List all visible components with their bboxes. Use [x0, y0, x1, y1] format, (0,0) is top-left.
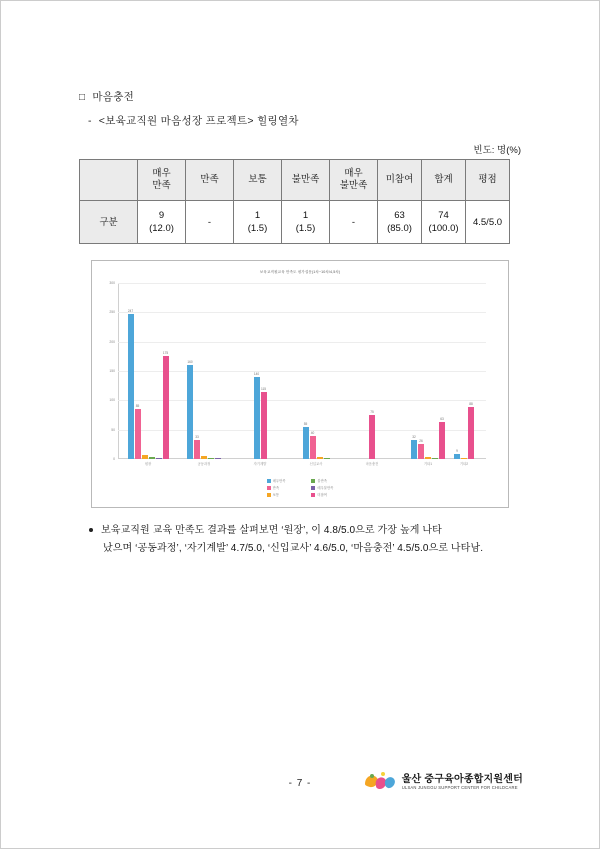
satisfaction-bar-chart: [91, 260, 509, 508]
y-tick-150: 150: [109, 369, 115, 373]
chart-group-4: [290, 283, 342, 466]
satisfaction-table: [79, 159, 510, 244]
table-header-row: [80, 160, 510, 201]
bar-g7-neutral: [461, 458, 467, 459]
legend-column-right: [311, 478, 333, 497]
bar-g6-satisfied: 26: [418, 444, 424, 459]
bar-g4-neutral: [317, 457, 323, 459]
subsection-heading-label: <보육교직원 마음성장 프로젝트> 힐링열차: [98, 115, 299, 127]
legend-swatch-icon: [267, 486, 271, 490]
bar-g2-satisfied: 33: [194, 440, 200, 459]
legend-swatch-icon: [311, 493, 315, 497]
header-not-participated: 미참여: [378, 160, 422, 201]
x-label-5: 마음충전: [365, 462, 379, 466]
table-row: [80, 201, 510, 244]
logo-title: 울산 중구육아종합지원센터: [401, 773, 523, 785]
bar-g6-not-participated: 63: [439, 422, 445, 459]
cell-total: 74 (100.0): [422, 201, 466, 244]
bar-g1-very-dissatisfied: [156, 458, 162, 459]
dash-bullet-icon: -: [88, 115, 92, 127]
x-label-4: 신입교사: [309, 462, 323, 466]
page-footer: [1, 770, 599, 800]
chart-plot-area: [109, 281, 486, 466]
x-label-6: 기타1: [423, 462, 433, 466]
square-bullet-icon: □: [79, 92, 86, 103]
chart-legend: [92, 478, 508, 497]
bar-g6-neutral: [425, 457, 431, 459]
bar-g1-dissatisfied: [149, 457, 155, 459]
bar-g6-dissatisfied: [432, 458, 438, 459]
section-heading-label: 마음충전: [92, 91, 135, 103]
table-unit-note: 빈도: 명(%): [473, 145, 521, 156]
bar-g3-not-participated: 115: [261, 392, 267, 459]
section-heading: [79, 89, 523, 104]
y-tick-250: 250: [109, 310, 115, 315]
bar-g3-very-satisfied: 140: [254, 377, 260, 459]
legend-item-dissatisfied: 불만족: [311, 478, 333, 483]
header-neutral: 보통: [234, 160, 282, 201]
x-label-3: 자기계발: [253, 462, 267, 466]
bar-g7-not-participated: 88: [468, 407, 474, 459]
x-label-1: 원장: [144, 462, 152, 466]
y-tick-50: 50: [111, 427, 115, 432]
legend-swatch-icon: [311, 486, 315, 490]
legend-item-very-dissatisfied: 매우불만족: [311, 485, 333, 490]
chart-group-2: [178, 283, 230, 466]
header-very-satisfied: 매우 만족: [138, 160, 186, 201]
legend-item-not-participated: 미참여: [311, 492, 333, 497]
bar-g1-satisfied: 85: [135, 409, 141, 459]
bar-g2-very-dissatisfied: [215, 458, 221, 459]
header-dissatisfied: 불만족: [282, 160, 330, 201]
cell-very-satisfied: 9 (12.0): [138, 201, 186, 244]
cell-neutral: 1 (1.5): [234, 201, 282, 244]
cell-score: 4.5/5.0: [466, 201, 510, 244]
logo-subtitle: ULSAN JUNGGU SUPPORT CENTER FOR CHILDCARE: [401, 784, 518, 790]
y-tick-200: 200: [109, 339, 115, 344]
summary-line-1: 보육교직원 교육 만족도 결과를 살펴보면 ‘원장’, 이 4.8/5.0으로 가장 높게 나타: [101, 525, 442, 536]
cell-dissatisfied: 1 (1.5): [282, 201, 330, 244]
chart-group-1: [122, 283, 174, 466]
bar-g4-satisfied: 40: [310, 436, 316, 459]
summary-line-2: 났으며 ‘공동과정’, ‘자기계발’ 4.7/5.0, ‘신입교사’ 4.6/5.0, ‘마음충전’ 4.5/5.0으로 나타남.: [103, 543, 484, 554]
legend-swatch-icon: [311, 479, 315, 483]
x-label-2: 공동과정: [197, 462, 211, 466]
bar-g2-very-satisfied: 160: [187, 365, 193, 459]
chart-title: 보육교직원교육 만족도 평가설문(1차~10차/4,5차): [259, 270, 341, 274]
y-tick-100: 100: [109, 398, 115, 403]
bar-g4-very-satisfied: 55: [303, 427, 309, 459]
header-satisfied: 만족: [186, 160, 234, 201]
bar-g4-dissatisfied: [324, 458, 330, 459]
row-label-division: 구분: [80, 201, 138, 244]
header-score: 평점: [466, 160, 510, 201]
chart-group-3: [234, 283, 286, 466]
header-very-dissatisfied: 매우 불만족: [330, 160, 378, 201]
bar-g2-dissatisfied: [208, 458, 214, 459]
cell-satisfied: -: [186, 201, 234, 244]
legend-column-left: [267, 478, 286, 497]
round-bullet-icon: [89, 528, 93, 532]
bar-g1-not-participated: 175: [163, 356, 169, 459]
legend-item-very-satisfied: 매우만족: [267, 478, 286, 483]
logo-mark-icon: [363, 770, 397, 794]
legend-swatch-icon: [267, 493, 271, 497]
bar-g1-very-satisfied: 247: [128, 314, 134, 459]
bar-g7-very-satisfied: 9: [454, 454, 460, 459]
cell-very-dissatisfied: -: [330, 201, 378, 244]
legend-item-satisfied: 만족: [267, 485, 286, 490]
legend-swatch-icon: [267, 479, 271, 483]
bar-g2-neutral: [201, 456, 207, 459]
y-tick-0: 0: [113, 457, 115, 461]
header-corner-blank: [80, 160, 138, 201]
chart-group-5: [346, 283, 398, 466]
header-total: 합계: [422, 160, 466, 201]
organization-logo: [363, 770, 523, 794]
bar-g1-neutral: [142, 455, 148, 459]
bar-g5-not-participated: 75: [369, 415, 375, 459]
page-content: [79, 89, 523, 558]
page-number: - 7 -: [288, 778, 312, 789]
summary-paragraph: [79, 522, 523, 558]
legend-item-neutral: 보통: [267, 492, 286, 497]
x-label-7: 기타2: [459, 462, 469, 466]
subsection-heading: [88, 113, 523, 128]
cell-not-participated: 63 (85.0): [378, 201, 422, 244]
chart-group-7: [444, 283, 484, 466]
bar-g6-very-satisfied: 32: [411, 440, 417, 459]
y-tick-300: 300: [109, 281, 115, 285]
